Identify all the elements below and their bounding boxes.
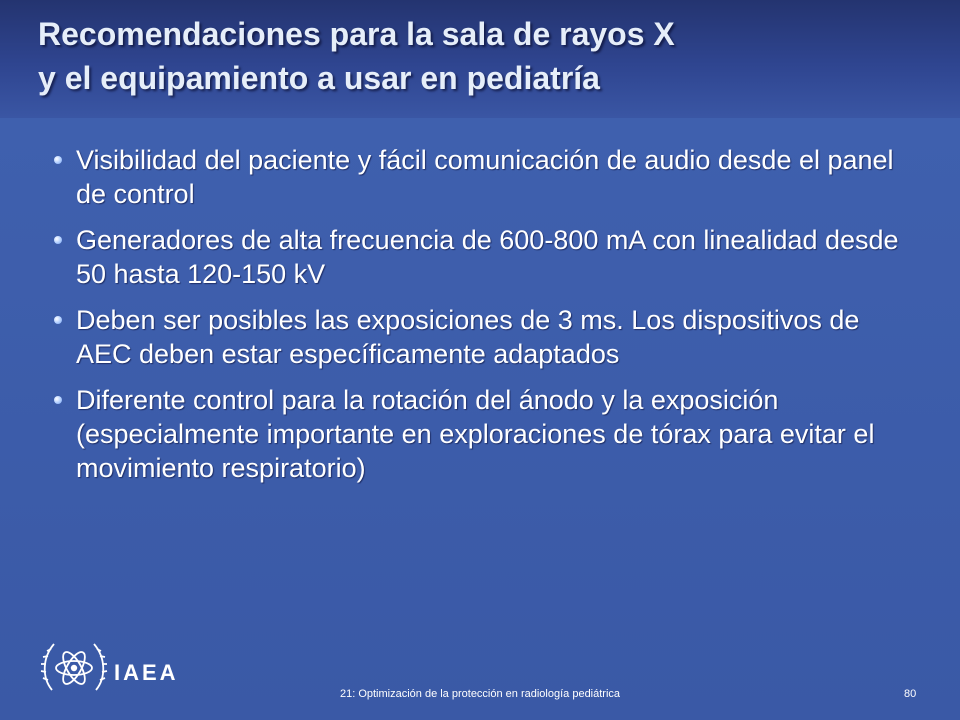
bullet-text: Visibilidad del paciente y fácil comunicación de audio desde el panel de control: [76, 145, 894, 209]
footer-org-name: IAEA: [114, 660, 179, 685]
page-number: 80: [904, 688, 917, 700]
bullet-item: [52, 223, 902, 291]
iaea-logo-icon: [38, 632, 110, 704]
bullet-text: Deben ser posibles las exposiciones de 3 ms. Los dispositivos de AEC deben estar específicamente adaptados: [76, 305, 860, 369]
bullet-dot-icon: [54, 156, 62, 164]
bullet-text: Generadores de alta frecuencia de 600-800 mA con linealidad desde 50 hasta 120-150 kV: [76, 225, 899, 289]
title-line-2: y el equipamiento a usar en pediatría: [38, 60, 600, 96]
bullet-dot-icon: [54, 316, 62, 324]
bullet-text: Diferente control para la rotación del ánodo y la exposición (especialmente importante en exploraciones de tórax para evitar el movimiento respiratorio): [76, 385, 875, 483]
bullet-item: [52, 143, 902, 211]
bullet-dot-icon: [54, 236, 62, 244]
slide-title: [38, 12, 938, 100]
bullet-list: [52, 143, 902, 497]
bullet-item: [52, 303, 902, 371]
title-line-1: Recomendaciones para la sala de rayos X: [38, 16, 675, 52]
bullet-dot-icon: [54, 396, 62, 404]
bullet-item: [52, 383, 902, 485]
footer-course-title: 21: Optimización de la protección en radiología pediátrica: [339, 688, 621, 700]
